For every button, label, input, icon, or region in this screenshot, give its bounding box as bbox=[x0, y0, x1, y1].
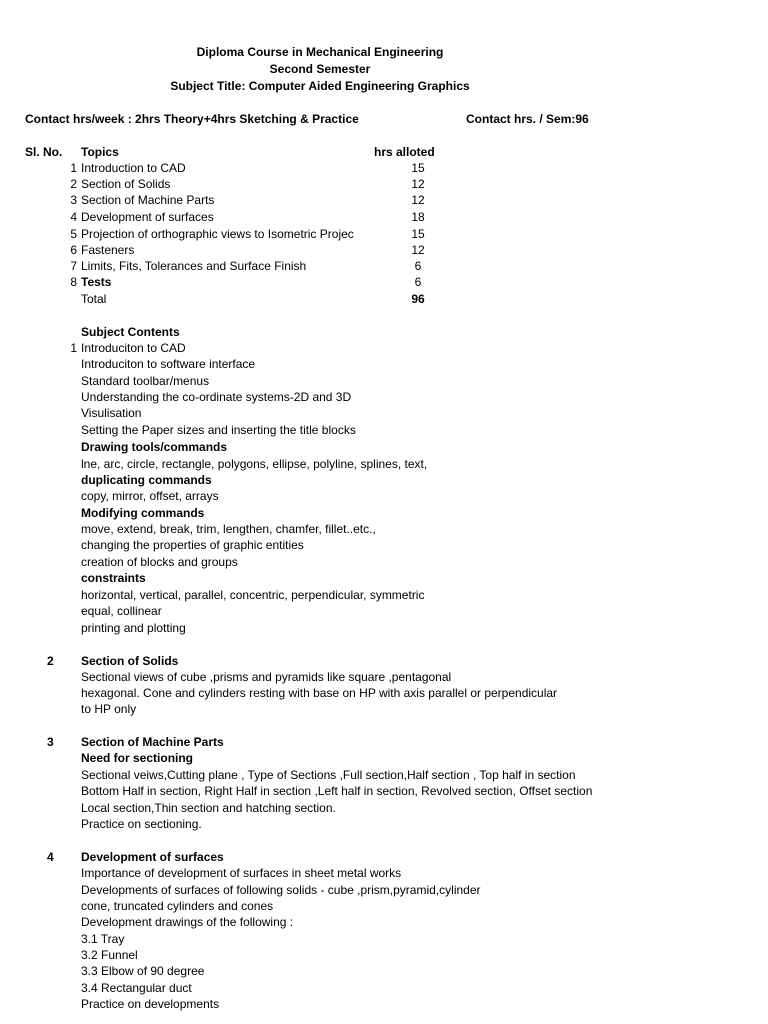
row-number: 4 bbox=[70, 210, 77, 224]
section-title: Development of surfaces bbox=[81, 850, 224, 864]
content-line: Practice on developments bbox=[81, 997, 220, 1011]
row-topic: Introduction to CAD bbox=[81, 161, 186, 175]
content-line: Standard toolbar/menus bbox=[81, 374, 210, 388]
contact-hours-week: Contact hrs/week : 2hrs Theory+4hrs Sketching & Practice bbox=[25, 112, 359, 126]
content-subheading: Modifying commands bbox=[81, 506, 205, 520]
content-line: Introduciton to CAD bbox=[81, 341, 186, 355]
col-header-hrs: hrs alloted bbox=[374, 145, 435, 159]
row-topic: Tests bbox=[81, 275, 112, 289]
row-hrs: 6 bbox=[414, 275, 422, 289]
content-line: Setting the Paper sizes and inserting the title blocks bbox=[81, 423, 356, 437]
col-header-topics: Topics bbox=[81, 145, 119, 159]
content-line: lne, arc, circle, rectangle, polygons, ellipse, polyline, splines, text, bbox=[81, 457, 428, 471]
row-hrs: 12 bbox=[411, 193, 425, 207]
content-line: copy, mirror, offset, arrays bbox=[81, 489, 219, 503]
content-line: Sectional views of cube ,prisms and pyramids like square ,pentagonal bbox=[81, 670, 452, 684]
row-topic: Section of Solids bbox=[81, 177, 171, 191]
row-hrs: 18 bbox=[411, 210, 425, 224]
content-line: creation of blocks and groups bbox=[81, 555, 238, 569]
content-line: Practice on sectioning. bbox=[81, 817, 202, 831]
section-number: 3 bbox=[47, 735, 54, 749]
row-number: 8 bbox=[70, 275, 77, 289]
row-topic: Section of Machine Parts bbox=[81, 193, 215, 207]
content-line: cone, truncated cylinders and cones bbox=[81, 899, 274, 913]
semester-title: Second Semester bbox=[269, 62, 371, 76]
section-number: 2 bbox=[47, 654, 54, 668]
total-value: 96 bbox=[411, 292, 425, 306]
content-line: Sectional veiws,Cutting plane , Type of Sections ,Full section,Half section , Top half in section bbox=[81, 768, 576, 782]
content-line: to HP only bbox=[81, 702, 137, 716]
content-line: Importance of development of surfaces in sheet metal works bbox=[81, 866, 402, 880]
content-line: horizontal, vertical, parallel, concentric, perpendicular, symmetric bbox=[81, 588, 425, 602]
section-title: Section of Solids bbox=[81, 654, 179, 668]
course-title: Diploma Course in Mechanical Engineering bbox=[196, 45, 444, 59]
content-line: Development drawings of the following : bbox=[81, 915, 294, 929]
subject-contents-heading: Subject Contents bbox=[81, 325, 180, 339]
content-line: 3.4 Rectangular duct bbox=[81, 981, 192, 995]
row-hrs: 15 bbox=[411, 227, 425, 241]
content-line: 3.3 Elbow of 90 degree bbox=[81, 964, 205, 978]
row-number: 7 bbox=[70, 259, 77, 273]
row-topic: Projection of orthographic views to Isometric Projec bbox=[81, 227, 354, 241]
row-number: 5 bbox=[70, 227, 77, 241]
content-line: 3.1 Tray bbox=[81, 932, 125, 946]
content-subheading: constraints bbox=[81, 571, 146, 585]
content-subheading: duplicating commands bbox=[81, 473, 212, 487]
content-line: Introduciton to software interface bbox=[81, 357, 256, 371]
col-header-slno: Sl. No. bbox=[25, 145, 63, 159]
row-number: 3 bbox=[70, 193, 77, 207]
content-line: equal, collinear bbox=[81, 604, 162, 618]
content-line: Developments of surfaces of following solids - cube ,prism,pyramid,cylinder bbox=[81, 883, 481, 897]
row-topic: Fasteners bbox=[81, 243, 135, 257]
row-hrs: 12 bbox=[411, 177, 425, 191]
row-number: 1 bbox=[70, 161, 77, 175]
section-number: 4 bbox=[47, 850, 54, 864]
content-line: Understanding the co-ordinate systems-2D and 3D bbox=[81, 390, 352, 404]
content-subheading: Need for sectioning bbox=[81, 751, 194, 765]
row-hrs: 15 bbox=[411, 161, 425, 175]
content-line: move, extend, break, trim, lengthen, chamfer, fillet..etc., bbox=[81, 522, 376, 536]
content-line: hexagonal. Cone and cylinders resting with base on HP with axis parallel or perpendicular bbox=[81, 686, 558, 700]
row-hrs: 6 bbox=[414, 259, 422, 273]
row-number: 2 bbox=[70, 177, 77, 191]
total-label: Total bbox=[81, 292, 107, 306]
row-hrs: 12 bbox=[411, 243, 425, 257]
content-line: 3.2 Funnel bbox=[81, 948, 138, 962]
row-topic: Limits, Fits, Tolerances and Surface Finish bbox=[81, 259, 307, 273]
content-subheading: Drawing tools/commands bbox=[81, 440, 228, 454]
row-topic: Development of surfaces bbox=[81, 210, 214, 224]
content-line: printing and plotting bbox=[81, 621, 186, 635]
contact-hours-sem: Contact hrs. / Sem:96 bbox=[466, 112, 589, 126]
subject-title: Subject Title: Computer Aided Engineering Graphics bbox=[170, 79, 470, 93]
content-line: changing the properties of graphic entities bbox=[81, 538, 304, 552]
content-line: Local section,Thin section and hatching section. bbox=[81, 801, 336, 815]
content-line: Bottom Half in section, Right Half in section ,Left half in section, Revolved section, Offset section bbox=[81, 784, 593, 798]
content-line: Visulisation bbox=[81, 406, 142, 420]
section-number: 1 bbox=[70, 341, 77, 355]
section-title: Section of Machine Parts bbox=[81, 735, 224, 749]
row-number: 6 bbox=[70, 243, 77, 257]
